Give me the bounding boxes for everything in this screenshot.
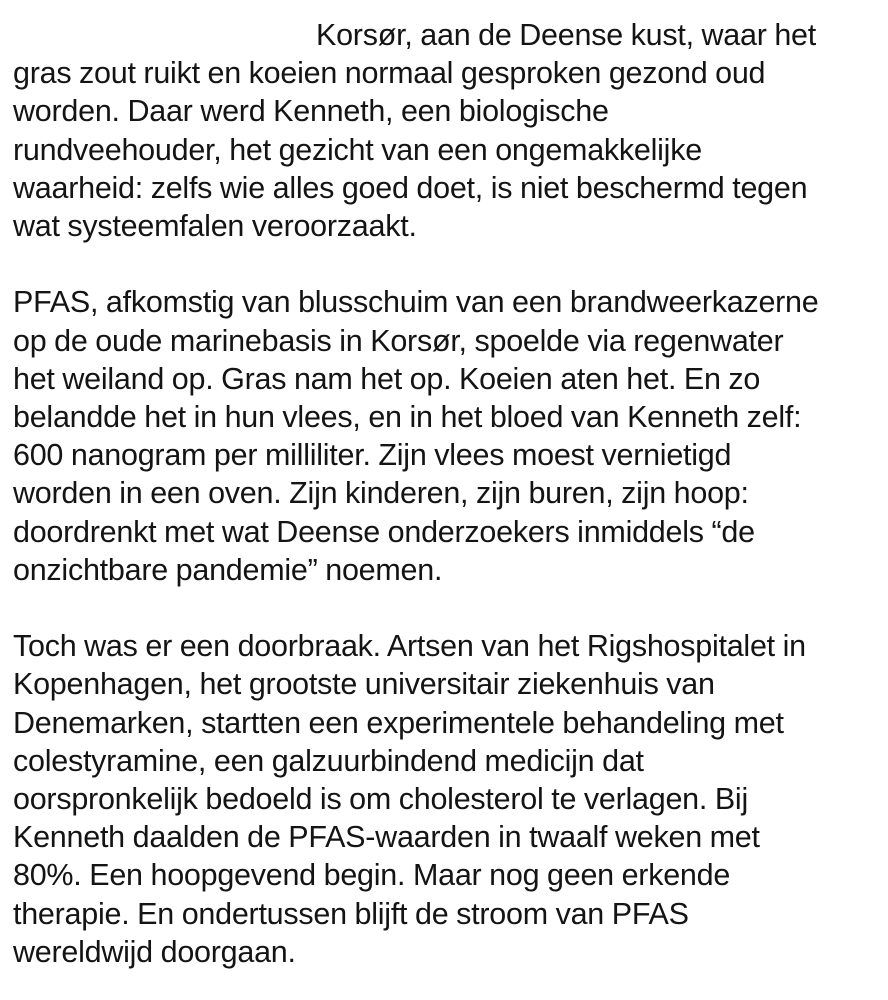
paragraph-1 [13,16,883,245]
paragraph-2 [13,283,883,589]
paragraph-3 [13,627,883,971]
text-line: doordrenkt met wat Deense onderzoekers inmiddels “de [13,514,755,549]
text-line: het weiland op. Gras nam het op. Koeien aten het. En zo [13,361,761,396]
text-line: worden. Daar werd Kenneth, een biologische [13,94,609,129]
text-line: rundveehouder, het gezicht van een ongemakkelijke [13,132,702,167]
text-line: wat systeemfalen veroorzaakt. [13,209,417,244]
text-line: oorspronkelijk bedoeld is om cholesterol te verlagen. Bij [13,782,748,817]
text-line: 80%. Een hoopgevend begin. Maar nog geen erkende [13,858,731,893]
text-line: waarheid: zelfs wie alles goed doet, is niet beschermd tegen [13,170,808,205]
article-text [13,16,883,971]
text-line: Toch was er een doorbraak. Artsen van het Rigshospitalet in [13,629,806,664]
text-line: PFAS, afkomstig van blusschuim van een brandweerkazerne [13,285,819,320]
text-line: wereldwijd doorgaan. [13,934,296,969]
text-line: gras zout ruikt en koeien normaal gesproken gezond oud [13,56,766,91]
text-line: op de oude marinebasis in Korsør, spoelde via regenwater [13,323,784,358]
text-line: Kenneth daalden de PFAS-waarden in twaalf weken met [13,820,760,855]
text-line: colestyramine, een galzuurbindend medicijn dat [13,743,644,778]
text-line: 600 nanogram per milliliter. Zijn vlees moest vernietigd [13,438,732,473]
text-line: onzichtbare pandemie” noemen. [13,552,443,587]
text-line: worden in een oven. Zijn kinderen, zijn buren, zijn hoop: [13,476,749,511]
text-line: therapie. En ondertussen blijft de stroom van PFAS [13,896,689,931]
text-line: Korsør, aan de Deense kust, waar het [316,18,816,52]
text-line: Denemarken, startten een experimentele behandeling met [13,705,784,740]
text-line: Kopenhagen, het grootste universitair ziekenhuis van [13,667,715,702]
text-line: belandde het in hun vlees, en in het bloed van Kenneth zelf: [13,400,802,435]
